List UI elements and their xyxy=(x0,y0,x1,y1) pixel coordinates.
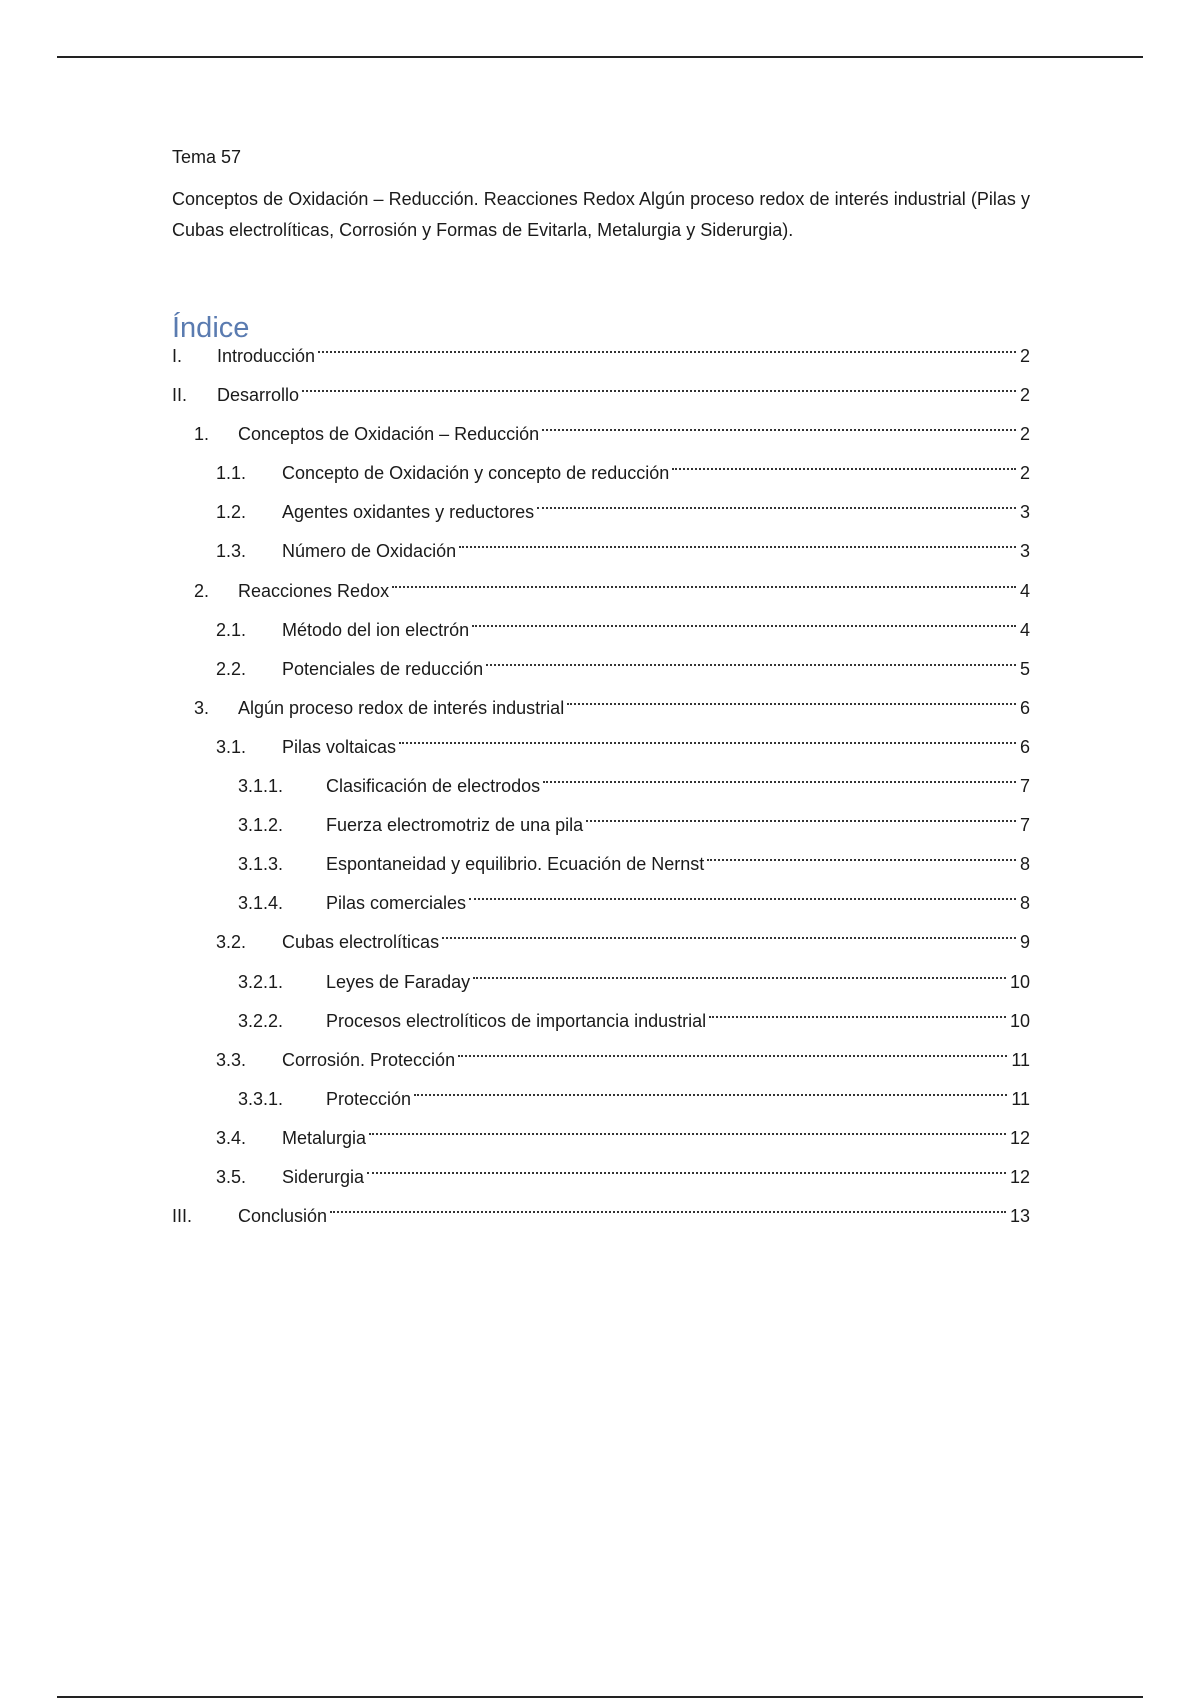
toc-entry-number: 3.3.1. xyxy=(238,1088,284,1109)
toc-entry-label: Algún proceso redox de interés industrial xyxy=(238,698,567,719)
toc-entry[interactable] xyxy=(172,776,1030,815)
toc-entry-page: 9 xyxy=(1019,932,1030,953)
toc-entry[interactable] xyxy=(172,972,1030,1011)
toc-entry-number: 3.2.2. xyxy=(238,1010,284,1031)
toc-entry[interactable] xyxy=(172,424,1030,463)
toc-entry-number: 2.2. xyxy=(216,658,247,679)
toc-entry-page: 12 xyxy=(1009,1166,1030,1187)
toc-entry[interactable] xyxy=(172,620,1030,659)
toc-dot-leader xyxy=(459,546,1016,548)
toc-entry-label: Cubas electrolíticas xyxy=(282,932,442,953)
topic-heading: Tema 57 xyxy=(172,147,242,167)
toc-dot-leader xyxy=(442,937,1016,939)
toc-entry-label: Conclusión xyxy=(238,1206,330,1227)
toc-dot-leader xyxy=(399,742,1016,744)
toc-entry-label: Metalurgia xyxy=(282,1128,369,1149)
toc-entry-number: 1.2. xyxy=(216,502,247,523)
toc-entry-page: 2 xyxy=(1019,424,1030,445)
toc-entry-label: Método del ion electrón xyxy=(282,620,472,641)
toc-dot-leader xyxy=(318,351,1016,353)
toc-entry-number: I. xyxy=(172,346,183,366)
toc-entry[interactable] xyxy=(172,815,1030,854)
toc-entry[interactable] xyxy=(172,581,1030,620)
toc-entry[interactable] xyxy=(172,1089,1030,1128)
toc-entry-label: Conceptos de Oxidación – Reducción xyxy=(238,424,542,445)
toc-entry-page: 7 xyxy=(1019,776,1030,797)
toc-entry[interactable] xyxy=(172,1128,1030,1167)
toc-dot-leader xyxy=(567,703,1016,705)
toc-dot-leader xyxy=(367,1172,1006,1174)
toc-entry-page: 3 xyxy=(1019,502,1030,523)
toc-entry-label: Número de Oxidación xyxy=(282,541,459,562)
toc-entry-label: Protección xyxy=(326,1089,414,1110)
toc-dot-leader xyxy=(586,820,1016,822)
toc-dot-leader xyxy=(392,586,1016,588)
toc-entry[interactable] xyxy=(172,1167,1030,1206)
toc-entry-number: 2. xyxy=(194,580,210,601)
table-of-contents xyxy=(172,346,1030,1245)
toc-entry[interactable] xyxy=(172,385,1030,424)
toc-entry-label: Reacciones Redox xyxy=(238,581,392,602)
toc-entry[interactable] xyxy=(172,932,1030,971)
toc-dot-leader xyxy=(330,1211,1006,1213)
toc-entry-page: 2 xyxy=(1019,346,1030,366)
toc-entry-page: 3 xyxy=(1019,541,1030,562)
toc-dot-leader xyxy=(542,429,1016,431)
toc-dot-leader xyxy=(369,1133,1006,1135)
toc-entry[interactable] xyxy=(172,659,1030,698)
toc-entry-number: 2.1. xyxy=(216,619,247,640)
toc-entry-number: 1.3. xyxy=(216,541,247,562)
toc-entry-number: II. xyxy=(172,385,188,406)
subject-paragraph: Conceptos de Oxidación – Reducción. Reacciones Redox Algún proceso redox de interés industrial (Pilas y Cubas electrolíticas, Corrosión y Formas de Evitarla, Metalurgia y Siderurgia). xyxy=(172,189,1030,240)
toc-dot-leader xyxy=(473,977,1006,979)
toc-entry[interactable] xyxy=(172,502,1030,541)
toc-entry[interactable] xyxy=(172,698,1030,737)
toc-entry-label: Leyes de Faraday xyxy=(326,972,473,993)
toc-entry-label: Clasificación de electrodos xyxy=(326,776,543,797)
toc-entry-label: Agentes oxidantes y reductores xyxy=(282,502,537,523)
toc-entry-label: Introducción xyxy=(217,346,318,367)
toc-entry-page: 4 xyxy=(1019,580,1030,601)
toc-entry-label: Corrosión. Protección xyxy=(282,1050,458,1071)
toc-dot-leader xyxy=(672,468,1016,470)
toc-entry[interactable] xyxy=(172,1206,1030,1245)
toc-entry[interactable] xyxy=(172,737,1030,776)
toc-entry-page: 7 xyxy=(1019,815,1030,836)
toc-entry-page: 13 xyxy=(1009,1206,1030,1227)
toc-entry-label: Fuerza electromotriz de una pila xyxy=(326,815,586,836)
toc-entry-label: Concepto de Oxidación y concepto de reducción xyxy=(282,463,672,484)
footer-rule xyxy=(57,1696,1143,1698)
toc-entry-page: 8 xyxy=(1019,854,1030,875)
toc-entry-number: III. xyxy=(172,1206,193,1227)
toc-entry-number: 3.5. xyxy=(216,1166,247,1187)
toc-entry-page: 10 xyxy=(1009,1010,1030,1031)
toc-entry-label: Pilas voltaicas xyxy=(282,737,399,758)
toc-entry-page: 6 xyxy=(1019,736,1030,757)
toc-entry-label: Espontaneidad y equilibrio. Ecuación de Nernst xyxy=(326,854,707,875)
page-content xyxy=(172,142,1030,1245)
toc-entry-number: 3.1. xyxy=(216,736,247,757)
toc-title: Índice xyxy=(172,312,250,344)
toc-entry-number: 3. xyxy=(194,697,210,718)
toc-dot-leader xyxy=(414,1094,1007,1096)
toc-entry-number: 3.2. xyxy=(216,932,247,953)
toc-entry-number: 3.1.4. xyxy=(238,893,284,914)
toc-entry[interactable] xyxy=(172,346,1030,385)
toc-dot-leader xyxy=(537,507,1016,509)
toc-entry[interactable] xyxy=(172,854,1030,893)
toc-entry-page: 4 xyxy=(1019,619,1030,640)
toc-entry-label: Desarrollo xyxy=(217,385,302,406)
toc-entry-label: Pilas comerciales xyxy=(326,893,469,914)
toc-entry-page: 11 xyxy=(1011,1049,1030,1070)
toc-entry-page: 11 xyxy=(1011,1088,1030,1109)
toc-entry-page: 10 xyxy=(1009,971,1030,992)
toc-entry-page: 2 xyxy=(1019,385,1030,406)
toc-entry-number: 1. xyxy=(194,424,210,445)
toc-entry-number: 3.3. xyxy=(216,1049,247,1070)
toc-entry-page: 8 xyxy=(1019,893,1030,914)
toc-entry-label: Potenciales de reducción xyxy=(282,659,486,680)
toc-entry-number: 3.4. xyxy=(216,1127,247,1148)
toc-entry-label: Procesos electrolíticos de importancia industrial xyxy=(326,1011,709,1032)
toc-entry-number: 1.1. xyxy=(216,463,247,484)
toc-entry[interactable] xyxy=(172,541,1030,580)
toc-dot-leader xyxy=(709,1016,1006,1018)
toc-entry-number: 3.2.1. xyxy=(238,971,284,992)
toc-entry[interactable] xyxy=(172,1011,1030,1050)
toc-entry-number: 3.1.3. xyxy=(238,854,284,875)
toc-dot-leader xyxy=(472,625,1016,627)
toc-entry-page: 5 xyxy=(1019,658,1030,679)
toc-dot-leader xyxy=(707,859,1016,861)
toc-entry-page: 2 xyxy=(1019,463,1030,484)
toc-dot-leader xyxy=(543,781,1016,783)
header-rule xyxy=(57,56,1143,58)
toc-entry-number: 3.1.1. xyxy=(238,776,284,797)
toc-dot-leader xyxy=(469,898,1016,900)
toc-dot-leader xyxy=(458,1055,1007,1057)
toc-entry-page: 12 xyxy=(1009,1127,1030,1148)
toc-entry-page: 6 xyxy=(1019,697,1030,718)
toc-dot-leader xyxy=(486,664,1016,666)
toc-entry-label: Siderurgia xyxy=(282,1167,367,1188)
toc-dot-leader xyxy=(302,390,1016,392)
toc-entry-number: 3.1.2. xyxy=(238,815,284,836)
toc-entry[interactable] xyxy=(172,1050,1030,1089)
toc-entry[interactable] xyxy=(172,893,1030,932)
toc-entry[interactable] xyxy=(172,463,1030,502)
